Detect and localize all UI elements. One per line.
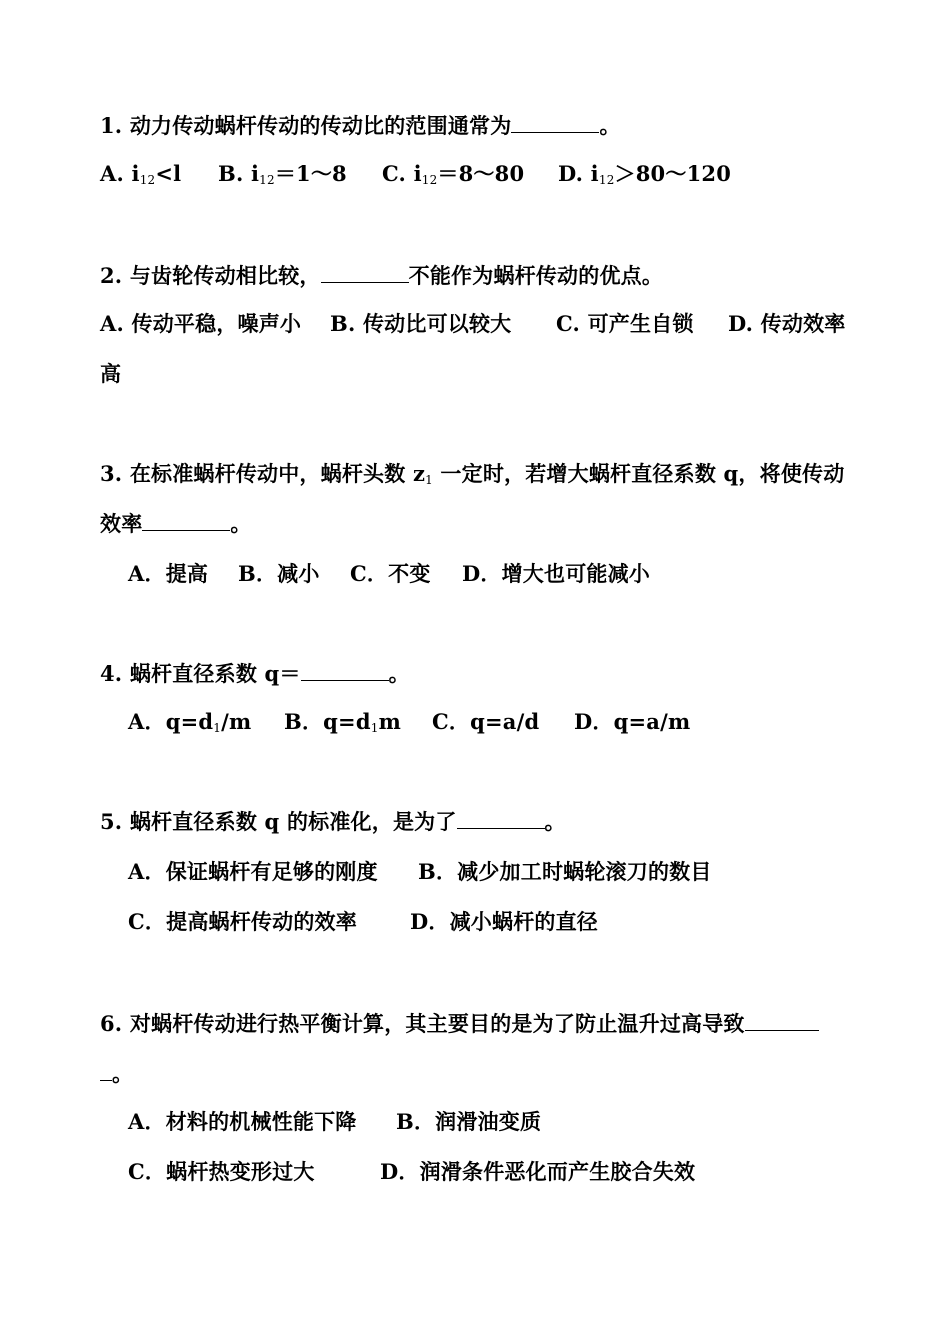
option-b: B．$q=d_1m$ — [284, 709, 401, 735]
option-b: B．减小 — [238, 561, 320, 586]
answer-blank — [745, 1012, 819, 1031]
option-a: A. $i_{12}<l$ — [100, 161, 182, 187]
question-3-stem-line2 — [100, 510, 252, 538]
option-c: C. 可产生自锁 — [556, 311, 694, 336]
punctuation: 。 — [599, 113, 621, 138]
option-b: B. 传动比可以较大 — [330, 311, 512, 336]
option-b: B．减少加工时蜗轮滚刀的数目 — [418, 859, 712, 884]
question-text: 1. 动力传动蜗杆传动的传动比的范围通常为 — [100, 113, 512, 138]
answer-blank-cont — [100, 1062, 112, 1081]
question-3-stem — [100, 460, 844, 488]
option-c: C. $i_{12}=8\sim 80$ — [382, 161, 525, 187]
option-d: D. 传动效率 — [728, 311, 846, 336]
question-text-cont: 一定时，若增大蜗杆直径系数 q，将使传动 — [432, 461, 845, 486]
answer-blank — [321, 264, 409, 283]
option-d: D．润滑条件恶化而产生胶合失效 — [380, 1159, 696, 1184]
answer-blank — [457, 810, 545, 829]
question-2-wrap: 高 — [100, 361, 122, 386]
punctuation: 。 — [388, 661, 410, 686]
question-6-stem — [100, 1010, 819, 1038]
answer-blank — [301, 662, 389, 681]
question-2-stem — [100, 262, 663, 290]
question-text: 6. 对蜗杆传动进行热平衡计算，其主要目的是为了防止温升过高导致 — [100, 1011, 745, 1036]
question-text: 3. 在标准蜗杆传动中，蜗杆头数 z — [100, 461, 426, 486]
question-5-stem — [100, 808, 566, 836]
question-text: 2. 与齿轮传动相比较， — [100, 263, 321, 288]
question-6-stem-line2 — [100, 1060, 133, 1088]
option-c: C．蜗杆热变形过大 — [128, 1159, 315, 1184]
question-text-cont: 不能作为蜗杆传动的优点。 — [408, 263, 664, 288]
question-text: 效率 — [100, 511, 143, 536]
punctuation: 。 — [112, 1061, 134, 1086]
option-a: A. 传动平稳，噪声小 — [100, 311, 302, 336]
question-4-stem — [100, 660, 410, 688]
question-text: 5. 蜗杆直径系数 q 的标准化，是为了 — [100, 809, 457, 834]
answer-blank — [511, 114, 599, 133]
option-c: C．不变 — [350, 561, 431, 586]
option-a: A．$q=d_1/m$ — [128, 709, 252, 735]
option-c: C．提高蜗杆传动的效率 — [128, 909, 357, 934]
option-d: D．增大也可能减小 — [462, 561, 651, 586]
punctuation: 。 — [544, 809, 566, 834]
question-1-stem — [100, 112, 621, 140]
subscript: 1 — [425, 473, 433, 487]
option-a: A．保证蜗杆有足够的刚度 — [128, 859, 378, 884]
option-c: C．q=a/d — [432, 709, 540, 734]
option-d: D. $i_{12}>80\sim 120$ — [558, 161, 732, 187]
option-b: B．润滑油变质 — [396, 1109, 542, 1134]
option-d: D．q=a/m — [574, 709, 691, 734]
option-a: A．提高 — [128, 561, 209, 586]
option-a: A．材料的机械性能下降 — [128, 1109, 357, 1134]
option-d: D．减小蜗杆的直径 — [410, 909, 599, 934]
punctuation: 。 — [230, 511, 252, 536]
question-text: 4. 蜗杆直径系数 q＝ — [100, 661, 301, 686]
answer-blank — [142, 512, 230, 531]
option-b: B. $i_{12}=1\sim 8$ — [218, 161, 347, 187]
